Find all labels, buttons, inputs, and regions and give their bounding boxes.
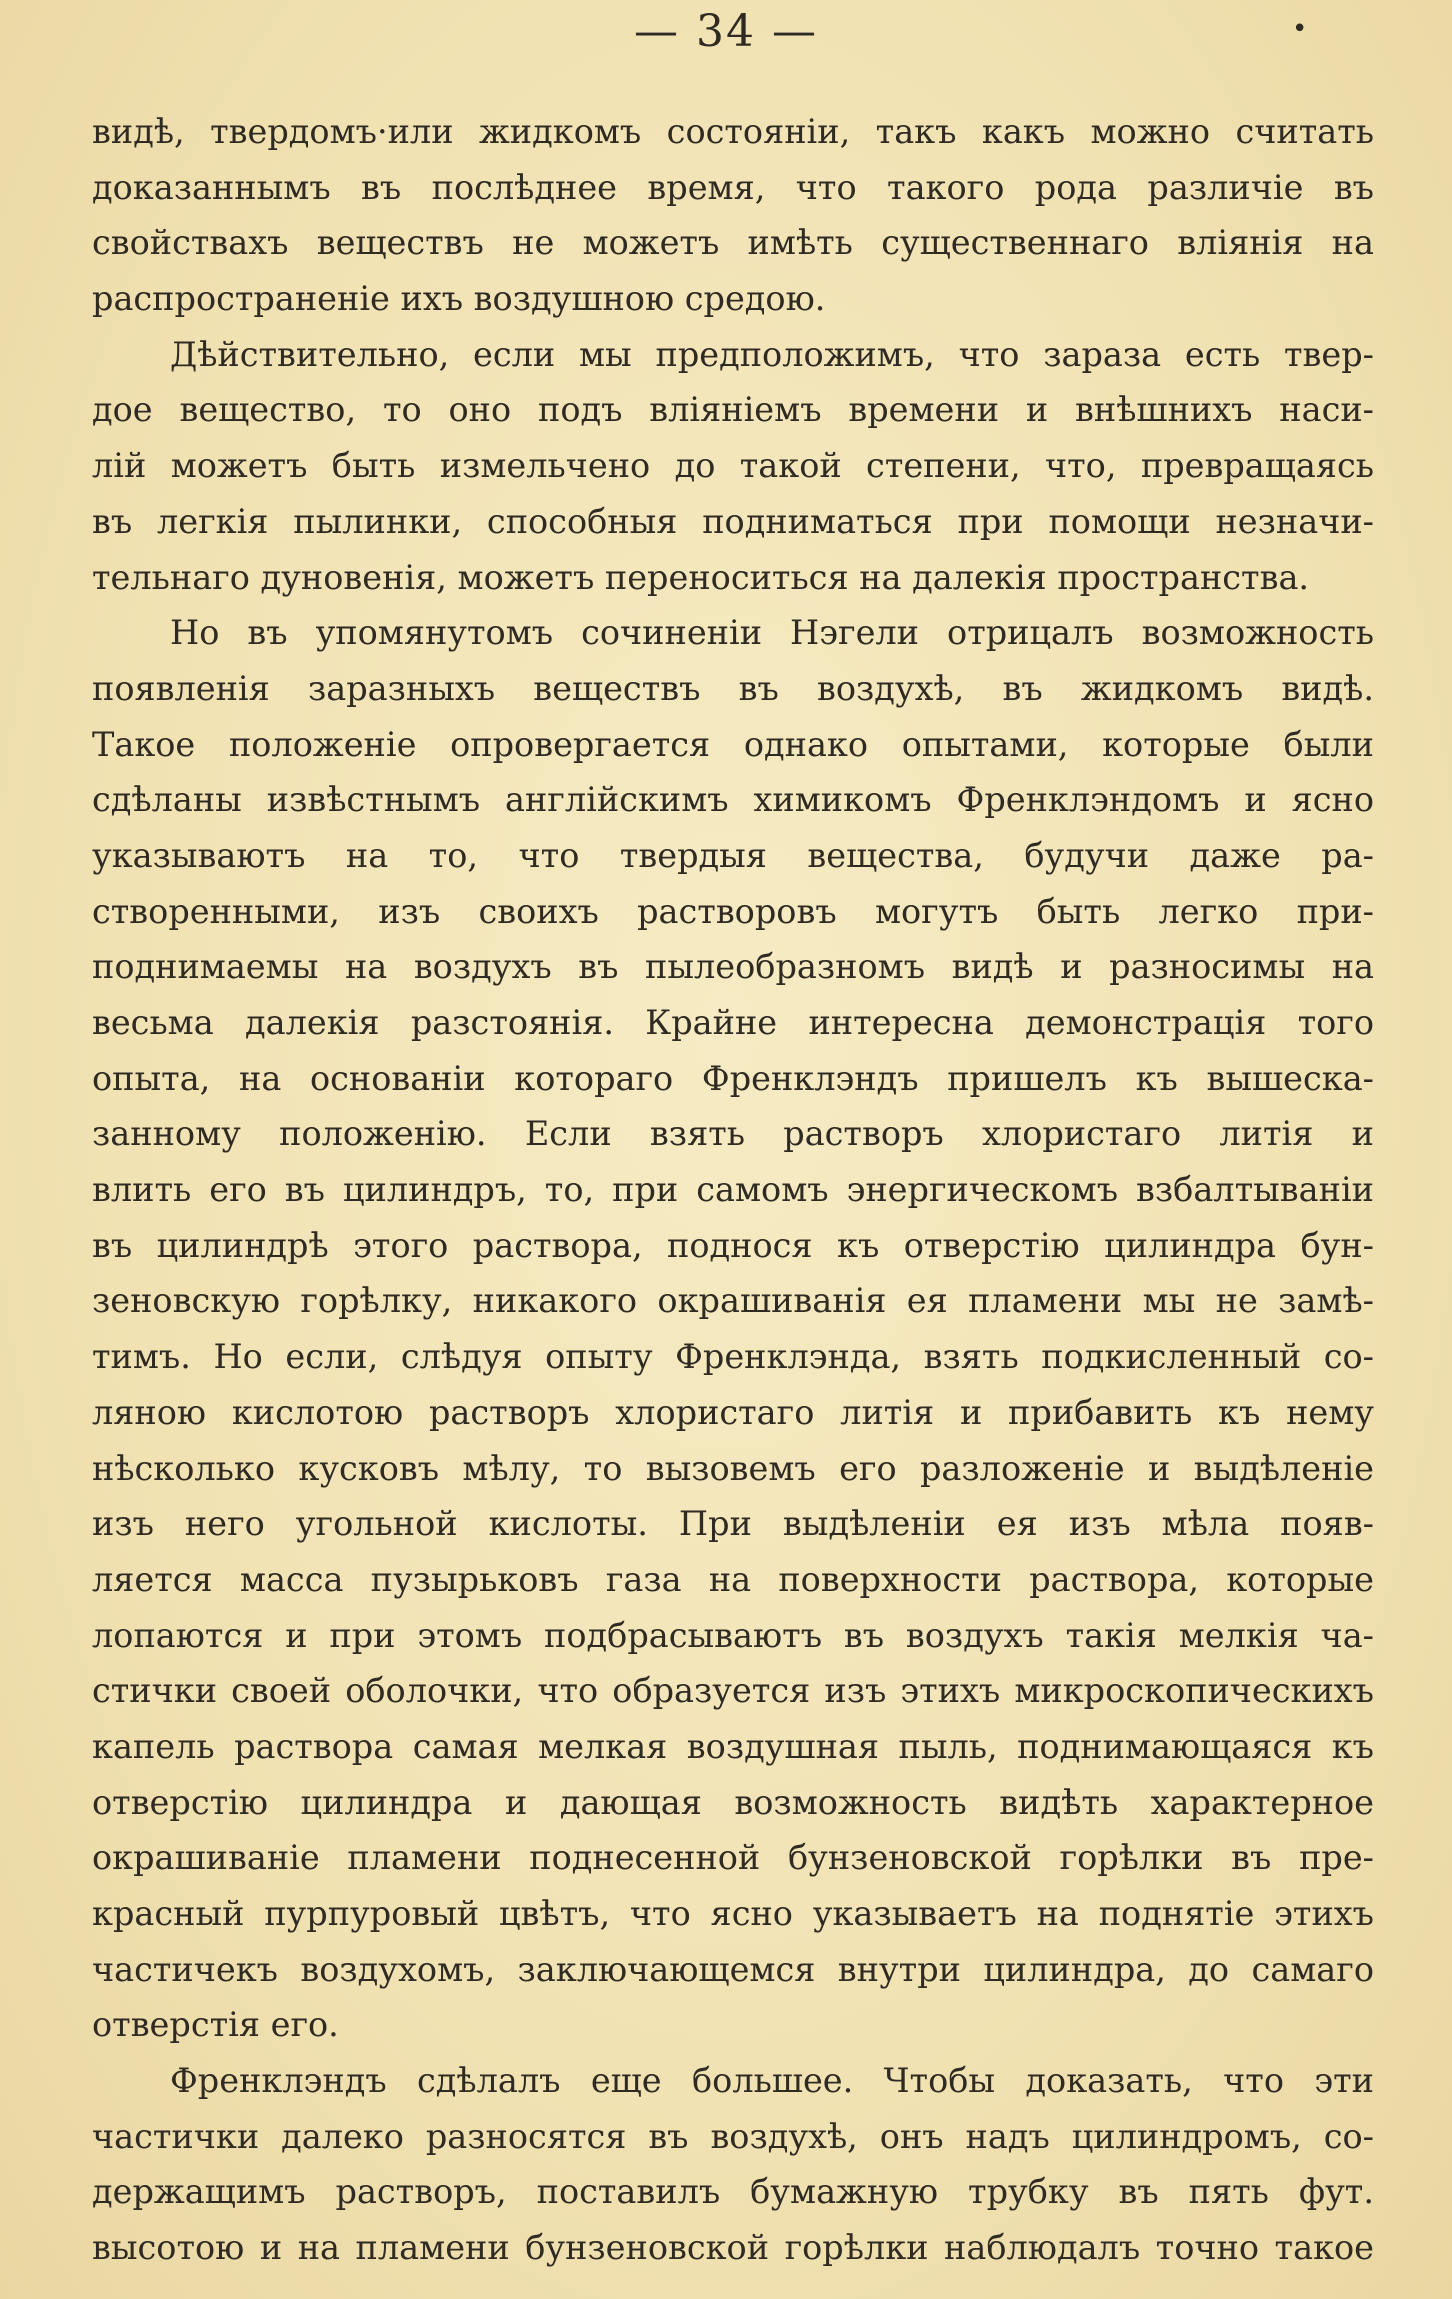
text-line: тимъ. Но если, слѣдуя опыту Френклэнда, взять подкисленный со- [92, 1337, 1374, 1377]
text-line: лопаются и при этомъ подбрасываютъ въ воздухъ такія мелкія ча- [92, 1615, 1374, 1655]
text-line: Но въ упомянутомъ сочиненіи Нэгели отрицалъ возможность [170, 613, 1374, 653]
text-line: красный пурпуровый цвѣтъ, что ясно указываетъ на поднятіе этихъ [92, 1894, 1374, 1933]
text-line: влить его въ цилиндръ, то, при самомъ энергическомъ взбалтываніи [92, 1170, 1374, 1210]
text-line: стички своей оболочки, что образуется изъ этихъ микроскопическихъ [92, 1671, 1374, 1711]
text-line: весьма далекія разстоянія. Крайне интересна демонстрація того [92, 1003, 1374, 1042]
text-line: опыта, на основаніи котораго Френклэндъ пришелъ къ вышеска- [92, 1058, 1374, 1098]
page-number: — 34 — [634, 6, 818, 57]
text-line: доказаннымъ въ послѣднее время, что такого рода различіе въ [92, 167, 1374, 207]
text-line: ляется масса пузырьковъ газа на поверхности раствора, которые [92, 1559, 1374, 1599]
text-line: отверстію цилиндра и дающая возможность видѣть характерное [92, 1782, 1374, 1822]
text-line: поднимаемы на воздухъ въ пылеобразномъ видѣ и разносимы на [92, 947, 1374, 987]
text-line: свойствахъ веществъ не можетъ имѣть существеннаго вліянія на [92, 223, 1374, 263]
text-line: тельнаго дуновенія, можетъ переноситься на далекія пространства. [92, 557, 1310, 597]
text-line: высотою и на пламени бунзеновской горѣлки наблюдалъ точно такое [92, 2228, 1374, 2268]
body-text [92, 104, 1374, 2276]
text-line: появленія заразныхъ веществъ въ воздухѣ, въ жидкомъ видѣ. [92, 668, 1374, 708]
text-line: сдѣланы извѣстнымъ англійскимъ химикомъ Френклэндомъ и ясно [92, 780, 1374, 820]
text-line: Такое положеніе опровергается однако опытами, которые были [92, 724, 1374, 764]
text-line: створенными, изъ своихъ растворовъ могутъ быть легко при- [92, 891, 1374, 931]
text-line: дое вещество, то оно подъ вліяніемъ времени и внѣшнихъ наси- [92, 390, 1374, 430]
text-line: окрашиваніе пламени поднесенной бунзеновской горѣлки въ пре- [92, 1838, 1374, 1878]
text-line: ляною кислотою растворъ хлористаго литія и прибавить къ нему [92, 1392, 1374, 1432]
text-line: распространеніе ихъ воздушною средою. [92, 279, 826, 319]
text-line: изъ него угольной кислоты. При выдѣленіи ея изъ мѣла появ- [92, 1504, 1374, 1544]
text-line: въ легкія пылинки, способныя подниматься при помощи незначи- [92, 501, 1374, 541]
text-line: зеновскую горѣлку, никакого окрашиванія ея пламени мы не замѣ- [92, 1281, 1374, 1321]
text-line: указываютъ на то, что твердыя вещества, будучи даже ра- [92, 835, 1374, 875]
text-line: частички далеко разносятся въ воздухѣ, онъ надъ цилиндромъ, со- [92, 2116, 1374, 2156]
text-line: отверстія его. [92, 2005, 339, 2045]
text-line: Дѣйствительно, если мы предположимъ, что зараза есть твер- [170, 334, 1374, 374]
text-line: нѣсколько кусковъ мѣлу, то вызовемъ его разложеніе и выдѣленіе [92, 1448, 1374, 1488]
text-line: капель раствора самая мелкая воздушная пыль, поднимающаяся къ [92, 1726, 1374, 1766]
text-line: въ цилиндрѣ этого раствора, поднося къ отверстію цилиндра бун- [92, 1225, 1374, 1265]
text-line: Френклэндъ сдѣлалъ еще большее. Чтобы доказать, что эти [170, 2061, 1374, 2101]
text-line: держащимъ растворъ, поставилъ бумажную трубку въ пять фут. [92, 2172, 1374, 2212]
text-line: лій можетъ быть измельчено до такой степени, что, превращаясь [92, 446, 1374, 486]
text-line: частичекъ воздухомъ, заключающемся внутри цилиндра, до самаго [92, 1949, 1374, 1989]
corner-mark: • [1292, 14, 1308, 44]
text-line: занному положенію. Если взять растворъ хлористаго литія и [92, 1114, 1374, 1154]
text-line: видѣ, твердомъ·или жидкомъ состояніи, такъ какъ можно считать [92, 112, 1374, 151]
